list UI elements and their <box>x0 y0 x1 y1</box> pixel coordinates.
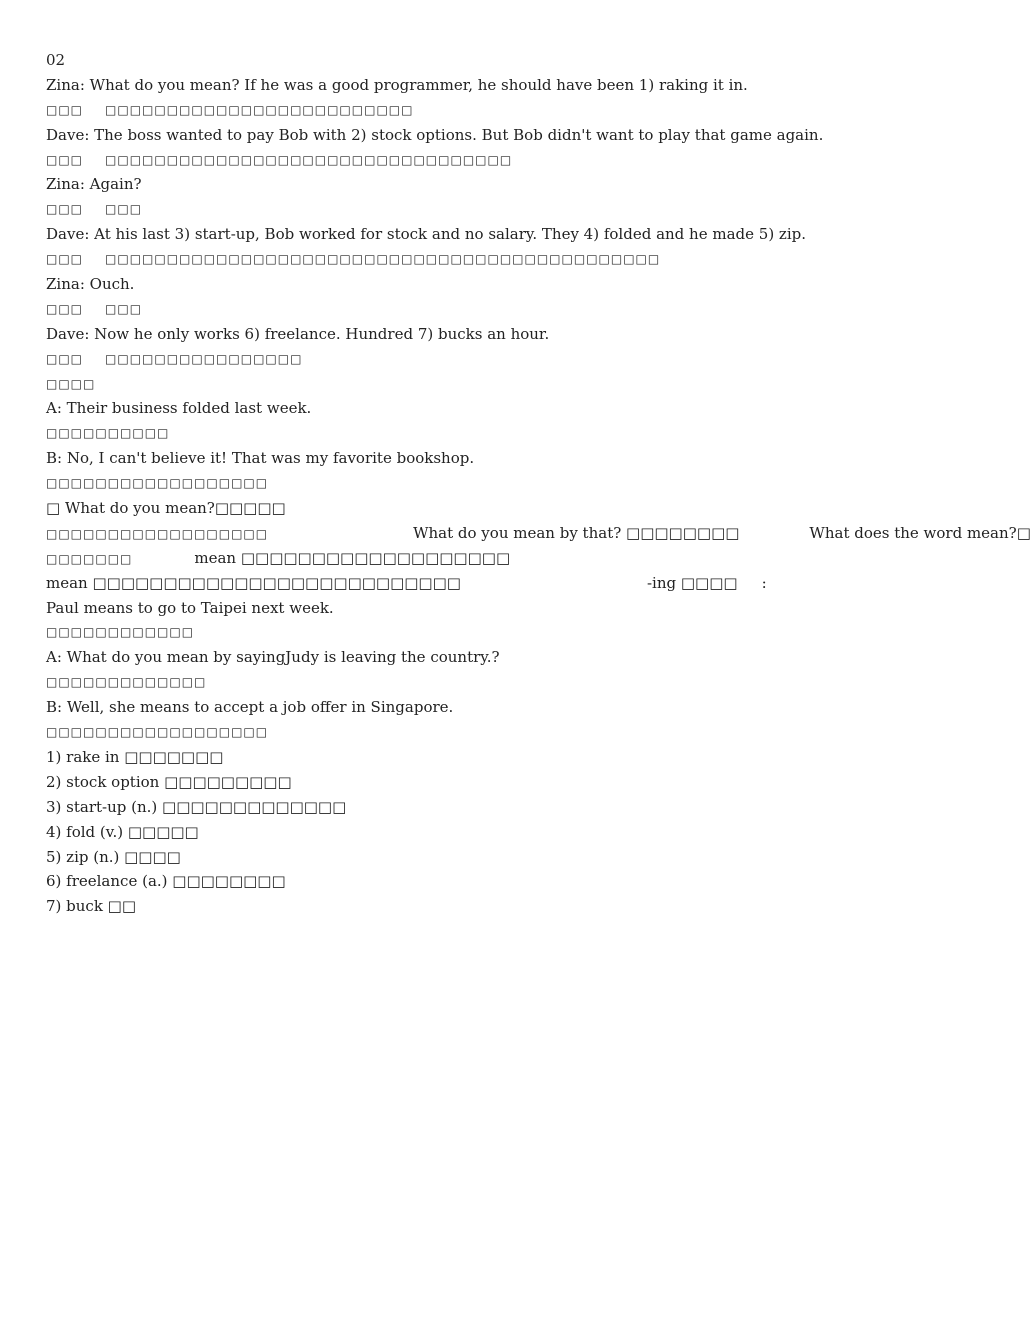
translation-garbled: □□□ <box>105 202 143 217</box>
example-line: B: No, I can't believe it! That was my favorite bookshop. <box>46 449 475 468</box>
dialogue-line: Zina: Again? <box>46 175 142 194</box>
usage-garbled: □□□□□□□□□□□□□□□□□□ <box>46 526 269 541</box>
translation-line <box>46 347 926 372</box>
section-heading-garbled: □□□□ <box>46 376 96 391</box>
vocab-item: 1) rake in □□□□□□□ <box>46 747 224 766</box>
document-page <box>46 48 1031 919</box>
translation-line: □□□□□□□□□□□□ <box>46 625 195 640</box>
translation-line <box>46 247 926 272</box>
vocab-item: 6) freelance (a.) □□□□□□□□ <box>46 872 286 891</box>
translation-line <box>46 98 926 123</box>
usage-line <box>46 546 926 571</box>
speaker-garbled: □□□ <box>46 301 84 316</box>
vocab-item: 7) buck □□ <box>46 897 137 916</box>
usage-suffix: -ing □□□□ <box>646 573 738 592</box>
usage-phrase: What do you mean by that? □□□□□□□□ <box>413 523 740 542</box>
usage-garbled: □□□□□□□ <box>46 551 133 566</box>
translation-line <box>46 197 926 222</box>
translation-garbled: □□□ <box>105 301 143 316</box>
usage-heading: □ What do you mean?□□□□□ <box>46 499 286 518</box>
dialogue-line: Dave: The boss wanted to pay Bob with 2) stock options. But Bob didn't want to play that game again. <box>46 125 824 144</box>
example-line: Paul means to go to Taipei next week. <box>46 598 334 617</box>
usage-line <box>46 521 1031 546</box>
translation-garbled: □□□□□□□□□□□□□□□□□□□□□□□□□□□□□□□□□ <box>105 152 513 167</box>
usage-colon: : <box>761 573 767 592</box>
translation-line: □□□□□□□□□□□□□□□□□□ <box>46 476 269 491</box>
translation-line <box>46 148 926 173</box>
usage-phrase: What does the word mean?□ <box>809 523 1031 542</box>
example-line: A: Their business folded last week. <box>46 399 312 418</box>
translation-garbled: □□□□□□□□□□□□□□□□□□□□□□□□□□□□□□□□□□□□□□□□□□□□□ <box>105 252 661 267</box>
dialogue-line: Zina: Ouch. <box>46 275 135 294</box>
vocab-item: 3) start-up (n.) □□□□□□□□□□□□□ <box>46 797 347 816</box>
translation-line: □□□□□□□□□□ <box>46 426 170 441</box>
vocab-item: 4) fold (v.) □□□□□ <box>46 822 199 841</box>
usage-text: mean □□□□□□□□□□□□□□□□□□□ <box>194 548 511 567</box>
usage-line <box>46 571 926 596</box>
dialogue-line: Dave: At his last 3) start-up, Bob worked for stock and no salary. They 4) folded and he made 5) zip. <box>46 225 807 244</box>
speaker-garbled: □□□ <box>46 102 84 117</box>
vocab-item: 5) zip (n.) □□□□ <box>46 847 181 866</box>
translation-line <box>46 297 926 322</box>
dialogue-line: Dave: Now he only works 6) freelance. Hundred 7) bucks an hour. <box>46 324 550 343</box>
usage-text: mean □□□□□□□□□□□□□□□□□□□□□□□□□□ <box>46 573 461 592</box>
dialogue-line: Zina: What do you mean? If he was a good programmer, he should have been 1) raking it in. <box>46 75 748 94</box>
example-line: A: What do you mean by sayingJudy is leaving the country.? <box>46 648 500 667</box>
example-line: B: Well, she means to accept a job offer in Singapore. <box>46 698 454 717</box>
translation-line: □□□□□□□□□□□□□ <box>46 675 207 690</box>
doc-header: 02 <box>46 51 66 69</box>
speaker-garbled: □□□ <box>46 202 84 217</box>
speaker-garbled: □□□ <box>46 252 84 267</box>
speaker-garbled: □□□ <box>46 351 84 366</box>
speaker-garbled: □□□ <box>46 152 84 167</box>
translation-line: □□□□□□□□□□□□□□□□□□ <box>46 725 269 740</box>
vocab-item: 2) stock option □□□□□□□□□ <box>46 772 292 791</box>
translation-garbled: □□□□□□□□□□□□□□□□□□□□□□□□□ <box>105 102 414 117</box>
translation-garbled: □□□□□□□□□□□□□□□□ <box>105 351 303 366</box>
